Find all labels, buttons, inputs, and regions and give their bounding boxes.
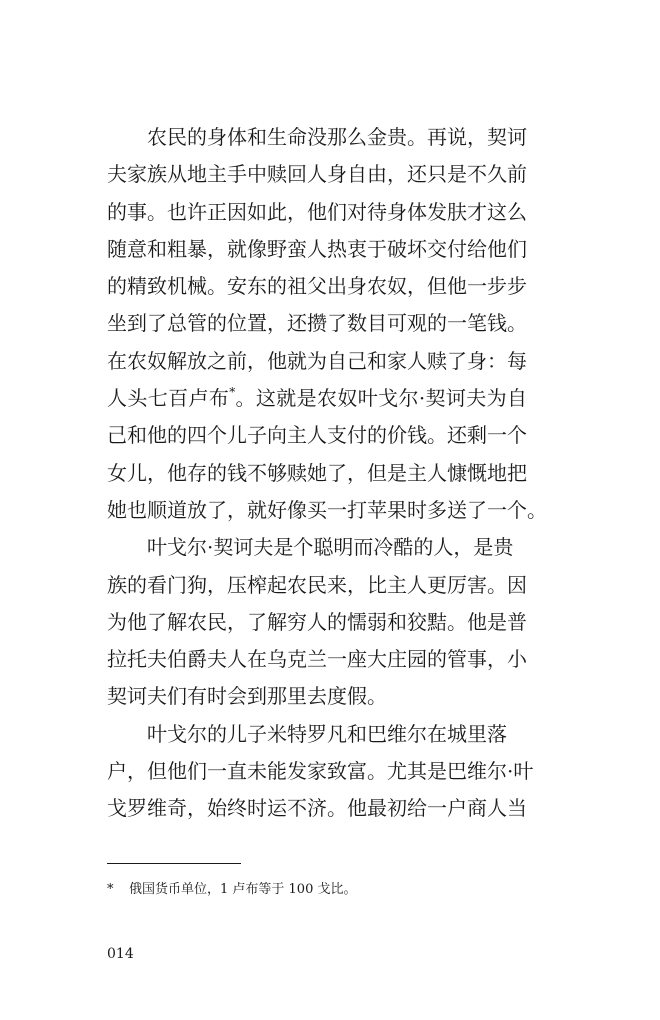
text-line: 随意和粗暴，就像野蛮人热衷于破坏交付给他们 [107,236,527,261]
text-line: 农民的身体和生命没那么金贵。再说，契诃 [147,125,527,149]
text-line: 坐到了总管的位置，还攒了数目可观的一笔钱。 [107,311,527,336]
text-segment: 人头七百卢布 [107,386,230,411]
page-number: 014 [107,946,134,962]
text-line: 拉托夫伯爵夫人在乌克兰一座大庄园的管事，小 [107,647,527,672]
footnote [107,880,356,900]
text-line: 女儿，他存的钱不够赎她了，但是主人慷慨地把 [107,460,527,485]
body-text [107,119,547,828]
text-line: 叶戈尔·契诃夫是个聪明而冷酷的人，是贵 [147,535,514,560]
text-segment: 。这就是农奴叶戈尔·契诃夫为自 [235,386,528,411]
text-line: 戈罗维奇，始终时运不济。他最初给一户商人当 [107,796,527,821]
text-line: 契诃夫们有时会到那里去度假。 [107,684,387,709]
text-line: 在农奴解放之前，他就为自己和家人赎了身：每 [107,348,527,373]
footnote-marker: * [107,882,114,897]
text-line: 的事。也许正因如此，他们对待身体发肤才这么 [107,199,527,224]
footnote-marker: * [229,385,236,400]
text-line: 族的看门狗，压榨起农民来，比主人更厉害。因 [107,572,527,597]
text-line [107,380,527,417]
text-line: 夫家族从地主手中赎回人身自由，还只是不久前 [107,162,527,187]
text-line: 户，但他们一直未能发家致富。尤其是巴维尔·叶 [107,759,534,784]
text-line: 叶戈尔的儿子米特罗凡和巴维尔在城里落 [147,721,507,746]
text-line: 己和他的四个儿子向主人支付的价钱。还剩一个 [107,423,527,448]
text-line: 她也顺道放了，就好像买一打苹果时多送了一个。 [107,497,547,522]
text-line: 为他了解农民，了解穷人的懦弱和狡黠。他是普 [107,609,527,634]
text-line: 的精致机械。安东的祖父出身农奴，但他一步步 [107,274,527,299]
footnote-divider [107,863,241,864]
footnote-text: 俄国货币单位，1 卢布等于 100 戈比。 [129,882,357,897]
